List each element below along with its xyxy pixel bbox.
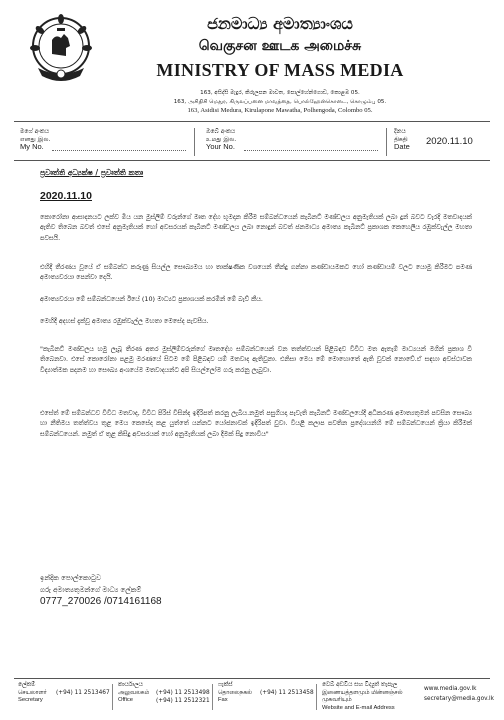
paragraph-1: කොරෝනා ආසාදනයට ලක්ව මිය යන මුස්ලිම් වරුන්ගේ මෘත දේහ භූමදාන කිරීම සම්බන්ධයෙන් කැබිනට් මණ්ඩලය අනුමැතියක් ලබා දුන් බවට වැරදි මතවාදයක් ඇතිව තිබෙන බවත් එසේ අනුමැතියක් හෝ අවසරයක් කැබිනට් මණ්ඩලය ලබා නොදුන් බවත් ජනමාධ්‍ය අමාත්‍ය කැබිනට් ප්‍රකාශක කෙහෙලිය රඹුක්වැල්ල මහතා පවසයි. — [40, 213, 472, 242]
date-label: දිනය திகதி Date — [394, 128, 410, 151]
date-value: 2020.11.10 — [426, 136, 473, 147]
paragraph-4: මෙහිදී අදහස් දැක්වූ අමාත්‍ය රඹුක්වැල්ල මහතා මෙසේද පැවසීය. — [40, 317, 209, 325]
paragraph-2: එහිදී තීරණය වූයේ ඒ සම්බන්ධ කරුණු සියල්ල සෞඛ්‍යමය හා තාක්ෂණික වශයෙන් තීන්දු ගන්නා කණ්ඩායමකට හෝ කණ්ඩායම් වලට යොමු කිරීමට පමණ අමාත්‍යවරයා පෙන්වා දෙයි. — [40, 263, 472, 282]
ref-divider — [14, 160, 490, 161]
ministry-name-sinhala: ජනමාධ්‍ය අමාත්‍යාංශය — [207, 14, 353, 33]
signature-block — [40, 572, 162, 608]
footer-secretary-label: ලේකම් செயலாளர் Secretary — [18, 682, 47, 703]
address-english: 163, Asidisi Medura, Kirulapone Mawatha, Polhengoda, Colombo 05. — [187, 107, 373, 114]
my-number-label: මගේ අංකය எனது இல. My No. — [20, 128, 51, 151]
ministry-name-english: MINISTRY OF MASS MEDIA — [156, 60, 404, 80]
ref-separator — [194, 128, 195, 156]
footer-separator — [212, 684, 213, 710]
footer-fax-label: ෆැක්ස් தொலைநகல் Fax — [218, 682, 252, 703]
footer-website-link[interactable]: www.media.gov.lk — [424, 686, 477, 692]
your-number-line — [244, 150, 378, 151]
footer-divider — [14, 678, 490, 679]
address-tamil: 163, அசிதிசி மெதுர, கிருலப்பனை மாவத்தை, பொல்ஹேன்கொடை, கொழும்பு 05. — [173, 99, 387, 105]
paragraph-6: එසේත් මේ සම්බන්ධව විවිධ මතවාද, විවිධ පිරිස් විසින්ද ඉදිරිපත් කරනු ලැබීය.නමුත් පසුගියදා පැවැති කැබිනට් මණ්ඩලයේදී අධිකරණ අමාත්‍යතුමන් පවසින සෞඛ්‍ය හා නීතිමය තත්ත්වය තුළ මෙය කෙසේද කළ යුත්තේ යන්නට යෝජනාවක් ඉදිරිපත් වුවා. වියළි කලාප පවතින ප්‍රදේශයන්හි මේ සම්බන්ධයෙන් ක්‍රියා කිරීමක් සම්බන්ධයෙන්. නමුත් ඒ තුළ කිසිදු අවසරයක් හෝ අනුමැතියක් ලබා දීමක් සිදු නොවිය" — [40, 409, 472, 438]
footer-fax-phone: (+94) 11 2513458 — [260, 690, 314, 696]
signer-title: ගරු අමාත්‍යතුමන්ගේ මාධ්‍ය ලේකම් — [40, 586, 142, 594]
address-sinhala: 163, අසිද්සි මැදුර, කිරුලපන මාවත, පොල්හේන්ගොඩ, කොළඹ 05. — [200, 90, 360, 96]
paragraph-3: අමාත්‍යවරයා මේ සම්බන්ධයෙන් ඊයේ (10) මාධ්‍යට ප්‍රකාශයක් කරමින් මේ බැව් කීය. — [40, 295, 263, 303]
footer-email-link[interactable]: secretary@media.gov.lk — [424, 696, 494, 702]
paragraph-5: "කැබිනට් මණ්ඩලය හමු ලැබූ තීරණ අතර මුස්ලිම්වරුන්ගේ මෘතදේහ සම්බන්ධයෙන් වන තත්ත්වයන් පිළිබඳව විවිධ මත ඇතැම් මාධ්‍යයන් මගින් ප්‍රකාශ වී තිබෙනවා. එසේ කොරෝනා පළමු මරණයේ සිටම මේ පිළිබඳව යම් මතවාද ඇතිවුනා. එනිසා මෙය මේ මොහොතේ ඇති වූවක් නොවේ.ඒ සඳහා අවස්ථාවක විද්‍යාත්මක පදනම හා සෞඛ්‍ය අංශයේම මතවාදයන්ට අපි සියල්ලෝම ගරු කරනු ලැබුවා. — [40, 345, 472, 374]
ref-separator — [386, 128, 387, 156]
header-divider — [14, 121, 490, 122]
footer-separator — [316, 684, 317, 710]
your-number-label: ඔබේ අංකය உமது இல. Your No. — [206, 128, 237, 151]
footer-separator — [112, 684, 113, 710]
signer-phone: 0777_270026 /0714161168 — [40, 596, 162, 607]
footer-secretary-phone: (+94) 11 2513467 — [56, 690, 110, 696]
release-date: 2020.11.10 — [40, 190, 92, 202]
footer-office-label: කාර්යාලය அலுவலகம் Office — [118, 682, 150, 703]
footer-office-phone-1: (+94) 11 2513498 — [156, 690, 210, 696]
my-number-line — [52, 150, 186, 151]
footer-office-phone-2: (+94) 11 2512321 — [156, 698, 210, 704]
recipient-line: ප්‍රවෘත්ති අධ්‍යක්ෂ / ප්‍රවෘත්ති කතෘ — [40, 168, 144, 177]
sri-lanka-emblem-icon — [28, 10, 94, 88]
ministry-name-tamil: வெகுசன ஊடக அமைச்சு — [198, 38, 362, 54]
signer-name: ඉන්දික පොල්කොටුව — [40, 574, 102, 582]
footer-web-label: වෙබ් අඩවිය සහ විද්‍යුත් තැපෑල இணையத்தளமும் மின்னஞ்சல் முகவரியும் Website and E-mail Address — [322, 682, 403, 711]
